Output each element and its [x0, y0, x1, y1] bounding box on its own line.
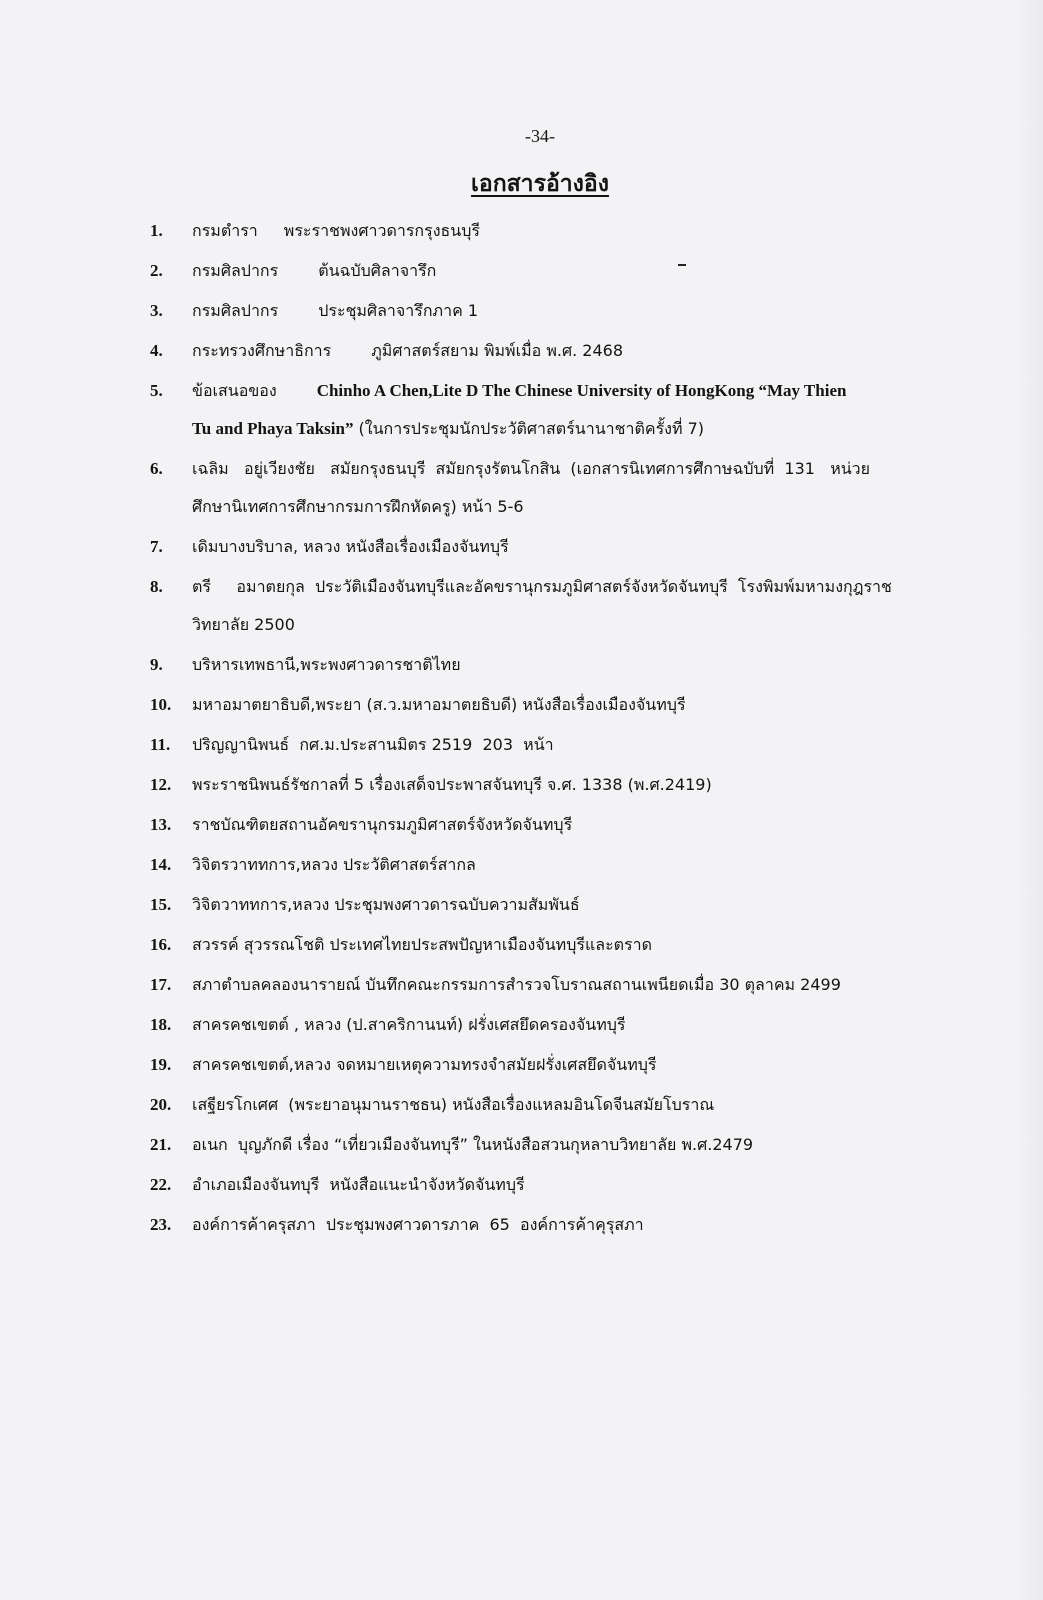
reference-number: 2. — [150, 261, 163, 280]
reference-list — [150, 212, 950, 1246]
reference-number: 17. — [150, 975, 172, 994]
reference-item — [150, 528, 950, 566]
reference-item — [150, 846, 950, 884]
reference-title: ภูมิศาสตร์สยาม พิมพ์เมื่อ พ.ศ. 2468 — [371, 341, 623, 360]
reference-item — [150, 1006, 950, 1044]
reference-title: พระราชพงศาวดารกรุงธนบุรี — [283, 221, 480, 240]
reference-item — [150, 886, 950, 924]
reference-number: 22. — [150, 1175, 172, 1194]
reference-number: 18. — [150, 1015, 172, 1034]
reference-title: ต้นฉบับศิลาจารึก — [318, 261, 437, 280]
reference-line-2: ศึกษานิเทศการศึกษากรมการฝึกหัดครู) หน้า 5-6 — [192, 497, 524, 516]
reference-author: กรมศิลปากร — [192, 261, 279, 280]
reference-number: 4. — [150, 341, 163, 360]
reference-item — [150, 252, 950, 290]
scan-edge-shade — [1013, 0, 1043, 1600]
reference-text: มหาอมาตยาธิบดี,พระยา (ส.ว.มหาอมาตยธิบดี) หนังสือเรื่องเมืองจันทบุรี — [192, 695, 686, 714]
reference-item — [150, 372, 950, 448]
reference-text: พระราชนิพนธ์รัชกาลที่ 5 เรื่องเสด็จประพาสจันทบุรี จ.ศ. 1338 (พ.ศ.2419) — [192, 775, 712, 794]
reference-number: 20. — [150, 1095, 172, 1114]
reference-number: 13. — [150, 815, 172, 834]
reference-item — [150, 1126, 950, 1164]
reference-text: สวรรค์ สุวรรณโชติ ประเทศไทยประสพปัญหาเมืองจันทบุรีและตราด — [192, 935, 653, 954]
reference-number: 1. — [150, 221, 163, 240]
reference-item — [150, 806, 950, 844]
reference-item — [150, 568, 950, 644]
reference-number: 23. — [150, 1215, 172, 1234]
reference-item — [150, 726, 950, 764]
reference-text: อำเภอเมืองจันทบุรี หนังสือแนะนำจังหวัดจันทบุรี — [192, 1175, 525, 1194]
reference-number: 21. — [150, 1135, 172, 1154]
reference-line-2: วิทยาลัย 2500 — [192, 615, 295, 634]
reference-item — [150, 926, 950, 964]
page-title — [0, 166, 1043, 202]
reference-text: สาครคชเขตต์,หลวง จดหมายเหตุความทรงจำสมัยฝรั่งเศสยึดจันทบุรี — [192, 1055, 657, 1074]
reference-number: 9. — [150, 655, 163, 674]
reference-item — [150, 1166, 950, 1204]
reference-number: 6. — [150, 459, 163, 478]
reference-text: ปริญญานิพนธ์ กศ.ม.ประสานมิตร 2519 203 หน้า — [192, 735, 554, 754]
reference-text: เสฐียรโกเศศ (พระยาอนุมานราชธน) หนังสือเรื่องแหลมอินโดจีนสมัยโบราณ — [192, 1095, 715, 1114]
reference-text: สภาตำบลคลองนารายณ์ บันทึกคณะกรรมการสำรวจโบราณสถานเพนียดเมื่อ 30 ตุลาคม 2499 — [192, 975, 841, 994]
reference-text: สาครคชเขตต์ , หลวง (ป.สาคริกานนท์) ฝรั่งเศสยึดครองจันทบุรี — [192, 1015, 626, 1034]
reference-latin-line-1: Chinho A Chen,Lite D The Chinese University of HongKong “May Thien — [316, 381, 847, 400]
reference-item — [150, 646, 950, 684]
reference-author: กรมตำรา — [192, 221, 258, 240]
reference-text: อเนก บุญภักดี เรื่อง “เที่ยวเมืองจันทบุรี” ในหนังสือสวนกุหลาบวิทยาลัย พ.ศ.2479 — [192, 1135, 754, 1154]
reference-text: องค์การค้าครุสภา ประชุมพงศาวดารภาค 65 องค์การค้าคุรุสภา — [192, 1215, 644, 1234]
reference-item — [150, 292, 950, 330]
reference-item — [150, 766, 950, 804]
reference-text: วิจิตวาททการ,หลวง ประชุมพงศาวดารฉบับความสัมพันธ์ — [192, 895, 580, 914]
reference-number: 14. — [150, 855, 172, 874]
reference-number: 16. — [150, 935, 172, 954]
reference-latin-line-2: Tu and Phaya Taksin” — [192, 419, 354, 438]
reference-number: 5. — [150, 381, 163, 400]
reference-number: 15. — [150, 895, 172, 914]
reference-prefix: ข้อเสนอของ — [192, 381, 277, 400]
reference-text: วิจิตรวาททการ,หลวง ประวัติศาสตร์สากล — [192, 855, 476, 874]
reference-item — [150, 1206, 950, 1244]
reference-thai-tail: (ในการประชุมนักประวัติศาสตร์นานาชาติครั้งที่ 7) — [358, 419, 705, 438]
reference-item — [150, 686, 950, 724]
reference-number: 3. — [150, 301, 163, 320]
reference-title: ประชุมศิลาจารึกภาค 1 — [318, 301, 479, 320]
reference-author: กรมศิลปากร — [192, 301, 279, 320]
reference-item — [150, 1086, 950, 1124]
reference-item — [150, 212, 950, 250]
reference-item — [150, 966, 950, 1004]
reference-number: 7. — [150, 537, 163, 556]
reference-number: 19. — [150, 1055, 172, 1074]
reference-line-1: เฉลิม อยู่เวียงชัย สมัยกรุงธนบุรี สมัยกรุงรัตนโกสิน (เอกสารนิเทศการศึกาษฉบับที่ 131 หน่วย — [192, 459, 871, 478]
reference-number: 11. — [150, 735, 171, 754]
reference-line-1: ตรี อมาตยกุล ประวัติเมืองจันทบุรีและอัคขรานุกรมภูมิศาสตร์จังหวัดจันทบุรี โรงพิมพ์มหามงกุฎราช — [192, 577, 892, 596]
reference-item — [150, 332, 950, 370]
page-title-text: เอกสารอ้างอิง — [471, 171, 609, 197]
reference-author: กระทรวงศึกษาธิการ — [192, 341, 332, 360]
reference-number: 10. — [150, 695, 172, 714]
reference-text: ราชบัณฑิตยสถานอัคขรานุกรมภูมิศาสตร์จังหวัดจันทบุรี — [192, 815, 573, 834]
reference-item — [150, 1046, 950, 1084]
reference-number: 12. — [150, 775, 172, 794]
page-number: -34- — [525, 126, 555, 146]
reference-number: 8. — [150, 577, 163, 596]
reference-text: บริหารเทพธานี,พระพงศาวดารชาติไทย — [192, 655, 461, 674]
reference-text: เดิมบางบริบาล, หลวง หนังสือเรื่องเมืองจันทบุรี — [192, 537, 509, 556]
reference-item — [150, 450, 950, 526]
